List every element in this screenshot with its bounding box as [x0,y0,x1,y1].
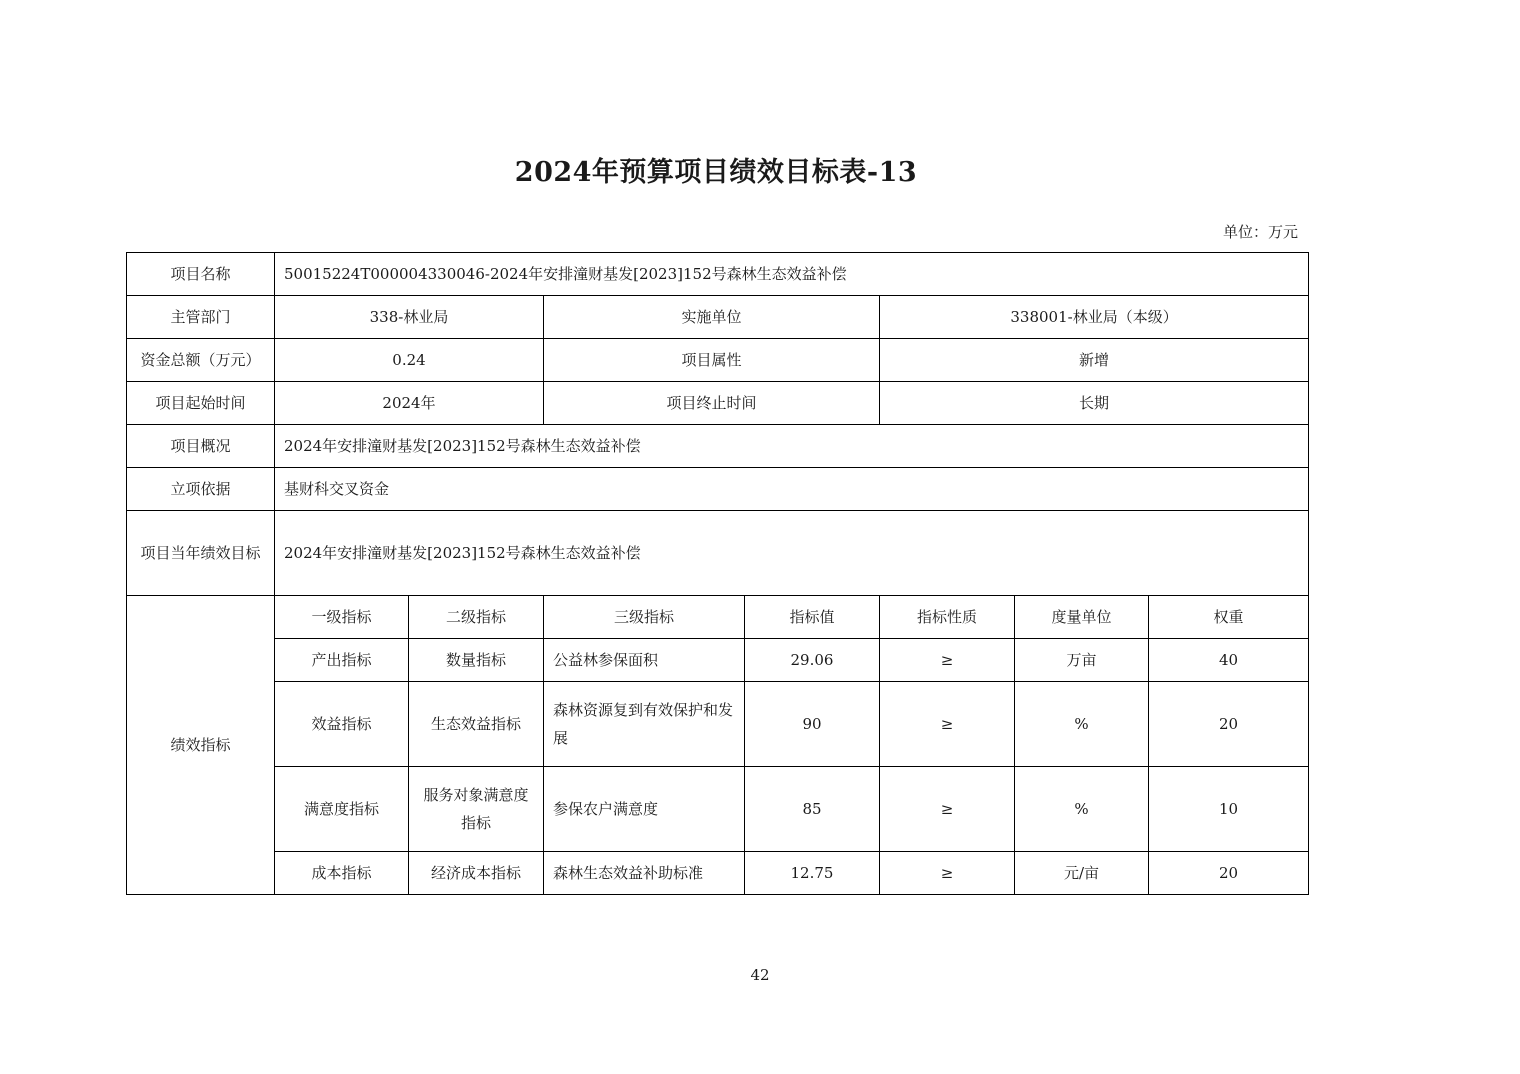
indicator-level2: 生态效益指标 [409,682,544,767]
indicator-level2: 服务对象满意度指标 [409,767,544,852]
indicator-nature: ≥ [880,852,1015,895]
indicator-level1: 效益指标 [275,682,409,767]
indicator-weight: 10 [1149,767,1309,852]
project-name-value: 50015224T000004330046-2024年安排潼财基发[2023]152号森林生态效益补偿 [275,253,1309,296]
row-fund [127,339,1309,382]
row-basis [127,468,1309,511]
header-level2: 二级指标 [409,596,544,639]
dept-value: 338-林业局 [275,296,544,339]
goal-value: 2024年安排潼财基发[2023]152号森林生态效益补偿 [275,511,1309,596]
overview-label: 项目概况 [127,425,275,468]
indicator-level1: 满意度指标 [275,767,409,852]
row-overview [127,425,1309,468]
indicator-nature: ≥ [880,682,1015,767]
indicator-header-row [127,596,1309,639]
indicator-value: 12.75 [745,852,880,895]
indicators-section-label: 绩效指标 [127,596,275,895]
performance-target-table [126,252,1309,895]
header-value: 指标值 [745,596,880,639]
goal-label: 项目当年绩效目标 [127,511,275,596]
indicator-level3: 参保农户满意度 [544,767,745,852]
indicator-unit: 万亩 [1015,639,1149,682]
project-name-label: 项目名称 [127,253,275,296]
indicator-level3: 森林资源复到有效保护和发展 [544,682,745,767]
page-title: 2024年预算项目绩效目标表-13 [514,157,918,188]
fund-label: 资金总额（万元） [127,339,275,382]
attr-label: 项目属性 [544,339,880,382]
end-label: 项目终止时间 [544,382,880,425]
start-value: 2024年 [275,382,544,425]
fund-value: 0.24 [275,339,544,382]
header-weight: 权重 [1149,596,1309,639]
header-nature: 指标性质 [880,596,1015,639]
indicator-nature: ≥ [880,767,1015,852]
indicator-row [127,682,1309,767]
end-value: 长期 [880,382,1309,425]
start-label: 项目起始时间 [127,382,275,425]
header-unit: 度量单位 [1015,596,1149,639]
indicator-unit: % [1015,767,1149,852]
indicator-unit: % [1015,682,1149,767]
attr-value: 新增 [880,339,1309,382]
indicator-level3: 森林生态效益补助标准 [544,852,745,895]
overview-value: 2024年安排潼财基发[2023]152号森林生态效益补偿 [275,425,1309,468]
dept-label: 主管部门 [127,296,275,339]
indicator-weight: 40 [1149,639,1309,682]
indicator-unit: 元/亩 [1015,852,1149,895]
indicator-weight: 20 [1149,852,1309,895]
header-level3: 三级指标 [544,596,745,639]
indicator-level2: 经济成本指标 [409,852,544,895]
basis-label: 立项依据 [127,468,275,511]
indicator-row [127,639,1309,682]
indicator-value: 85 [745,767,880,852]
indicator-row [127,852,1309,895]
indicator-level2: 数量指标 [409,639,544,682]
impl-label: 实施单位 [544,296,880,339]
row-goal [127,511,1309,596]
row-project-name [127,253,1309,296]
page-number: 42 [750,966,770,984]
impl-value: 338001-林业局（本级） [880,296,1309,339]
indicator-level1: 成本指标 [275,852,409,895]
indicator-value: 29.06 [745,639,880,682]
header-level1: 一级指标 [275,596,409,639]
indicator-nature: ≥ [880,639,1015,682]
indicator-row [127,767,1309,852]
basis-value: 基财科交叉资金 [275,468,1309,511]
indicator-value: 90 [745,682,880,767]
indicator-level1: 产出指标 [275,639,409,682]
indicator-weight: 20 [1149,682,1309,767]
row-time [127,382,1309,425]
indicator-level3: 公益林参保面积 [544,639,745,682]
unit-label: 单位：万元 [1222,223,1298,241]
row-department [127,296,1309,339]
